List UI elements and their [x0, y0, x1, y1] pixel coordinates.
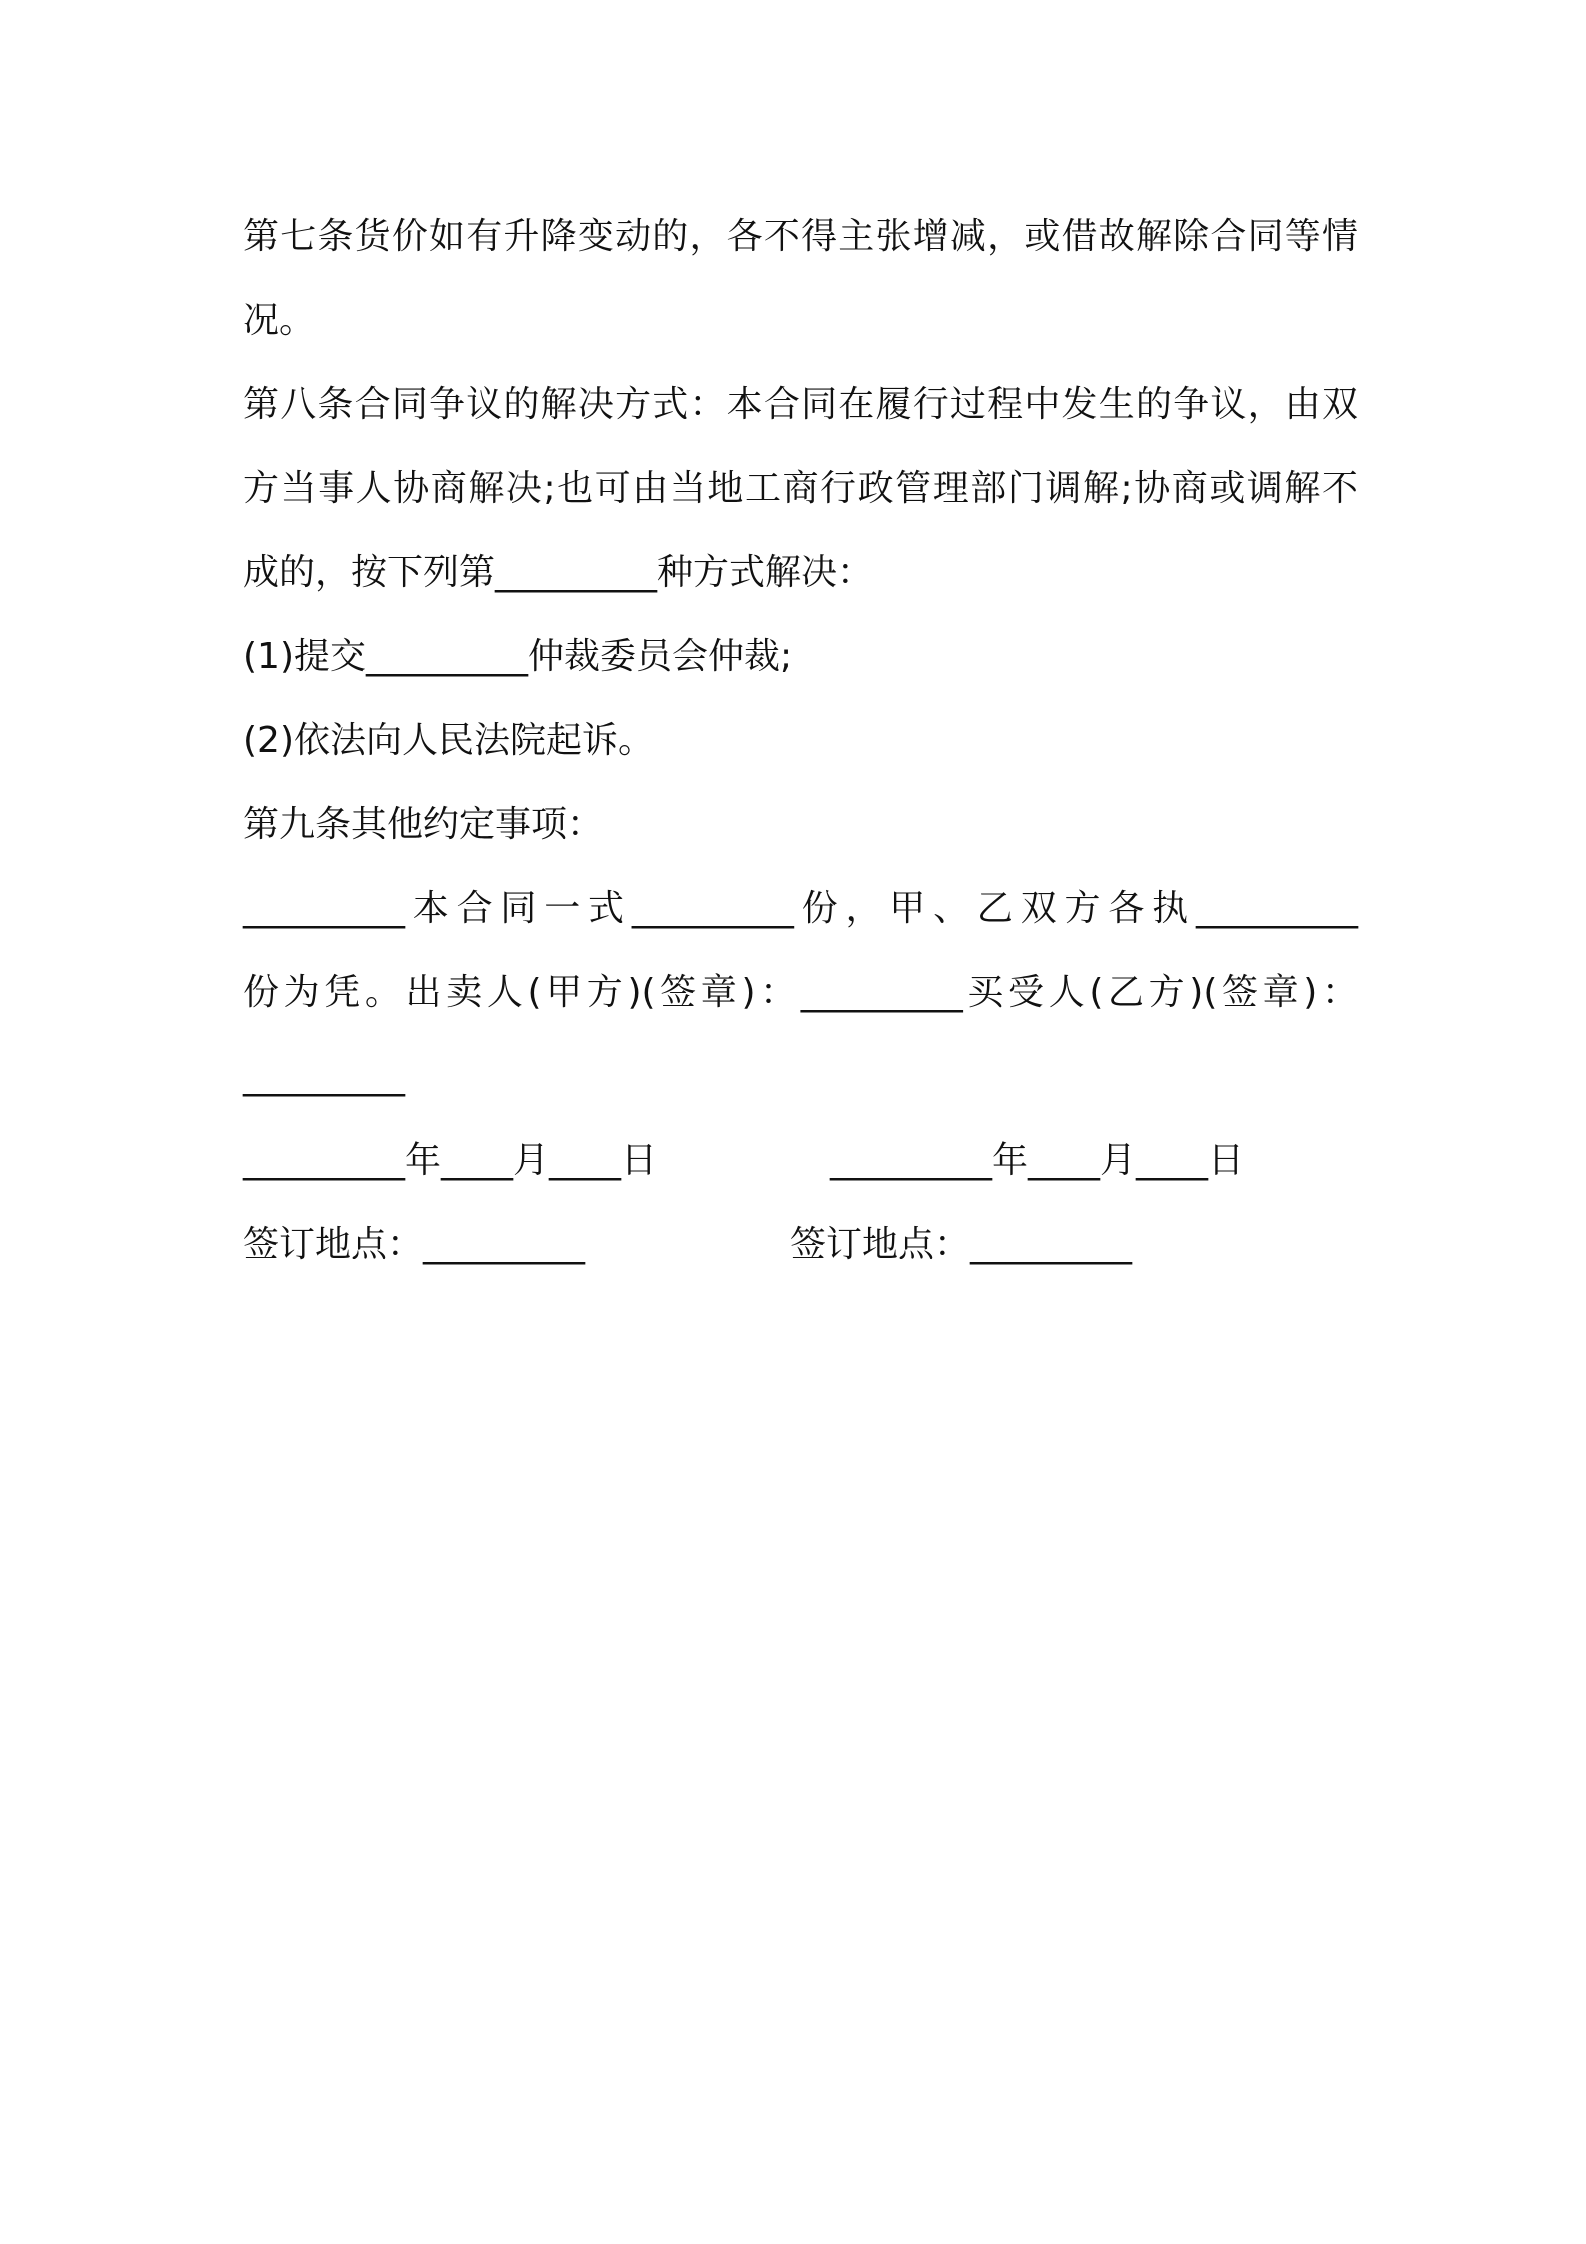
option-1-arbitration: (1)提交_________仲裁委员会仲裁;	[243, 636, 793, 677]
signing-date-row	[243, 1119, 1358, 1203]
article-9-heading: 第九条其他约定事项：	[243, 804, 604, 845]
seller-signing-place: 签订地点：_________	[243, 1224, 586, 1265]
copies-line: _________本合同一式_________份，甲、乙双方各执_________	[243, 888, 1358, 929]
article-8-line-3: 成的，按下列第_________种方式解决：	[243, 552, 874, 593]
buyer-signature-blank: _________	[243, 1056, 405, 1097]
article-7-line-2: 况。	[243, 300, 316, 341]
signing-place-row	[243, 1203, 1358, 1287]
buyer-signing-date: _________年____月____日	[830, 1140, 1244, 1181]
article-8-line-2: 方当事人协商解决;也可由当地工商行政管理部门调解;协商或调解不	[243, 468, 1358, 509]
contract-body	[243, 195, 1358, 1287]
article-8-line-1: 第八条合同争议的解决方式：本合同在履行过程中发生的争议，由双	[243, 384, 1358, 425]
option-2-litigation: (2)依法向人民法院起诉。	[243, 720, 654, 761]
seller-signing-date: _________年____月____日	[243, 1140, 657, 1181]
article-7-line-1: 第七条货价如有升降变动的，各不得主张增减，或借故解除合同等情	[243, 216, 1358, 257]
buyer-signing-place: 签订地点：_________	[790, 1224, 1133, 1265]
signature-line: 份为凭。出卖人(甲方)(签章)：_________买受人(乙方)(签章)：	[243, 972, 1358, 1013]
